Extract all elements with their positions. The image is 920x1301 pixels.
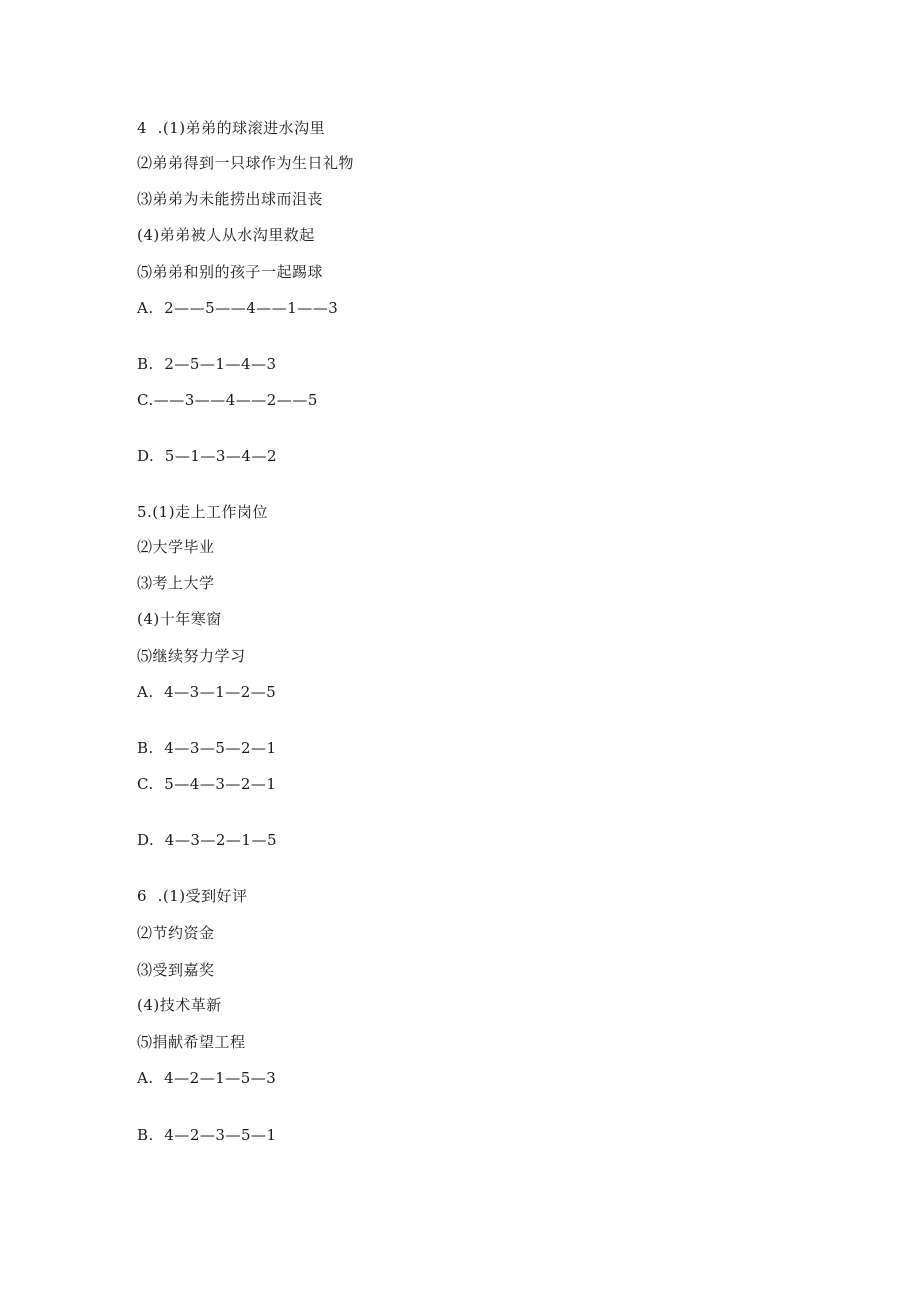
question-4-item-2: ⑵弟弟得到一只球作为生日礼物 [137,154,355,172]
question-6-item-5: ⑸捐献希望工程 [137,1033,246,1051]
question-5-item-5: ⑸继续努力学习 [137,647,246,665]
question-4-option-a: A. 2——5——4——1——3 [137,299,339,317]
question-6-item-3: ⑶受到嘉奖 [137,961,215,979]
question-6-option-a: A. 4—2—1—5—3 [137,1069,277,1087]
question-6-option-b: B. 4—2—3—5—1 [137,1126,277,1144]
question-4-option-b: B. 2—5—1—4—3 [137,355,277,373]
question-5-option-b: B. 4—3—5—2—1 [137,739,277,757]
question-5-item-3: ⑶考上大学 [137,574,215,592]
question-4-item-4: (4)弟弟被人从水沟里救起 [137,226,315,244]
question-4-option-c: C.——3——4——2——5 [137,391,318,409]
question-5-item-2: ⑵大学毕业 [137,538,215,556]
question-5-stem: 5.(1)走上工作岗位 [137,503,269,521]
question-4-stem: 4 .(1)弟弟的球滚进水沟里 [137,119,326,137]
question-4-option-d: D. 5—1—3—4—2 [137,447,278,465]
question-6-item-4: (4)技术革新 [137,996,222,1014]
question-5-option-d: D. 4—3—2—1—5 [137,831,278,849]
question-4-item-3: ⑶弟弟为未能捞出球而沮丧 [137,190,324,208]
question-4-item-5: ⑸弟弟和别的孩子一起踢球 [137,263,324,281]
question-5-option-a: A. 4—3—1—2—5 [137,683,277,701]
question-6-item-2: ⑵节约资金 [137,924,215,942]
question-5-item-4: (4)十年寒窗 [137,610,222,628]
question-6-stem: 6 .(1)受到好评 [137,887,248,905]
question-5-option-c: C. 5—4—3—2—1 [137,775,277,793]
